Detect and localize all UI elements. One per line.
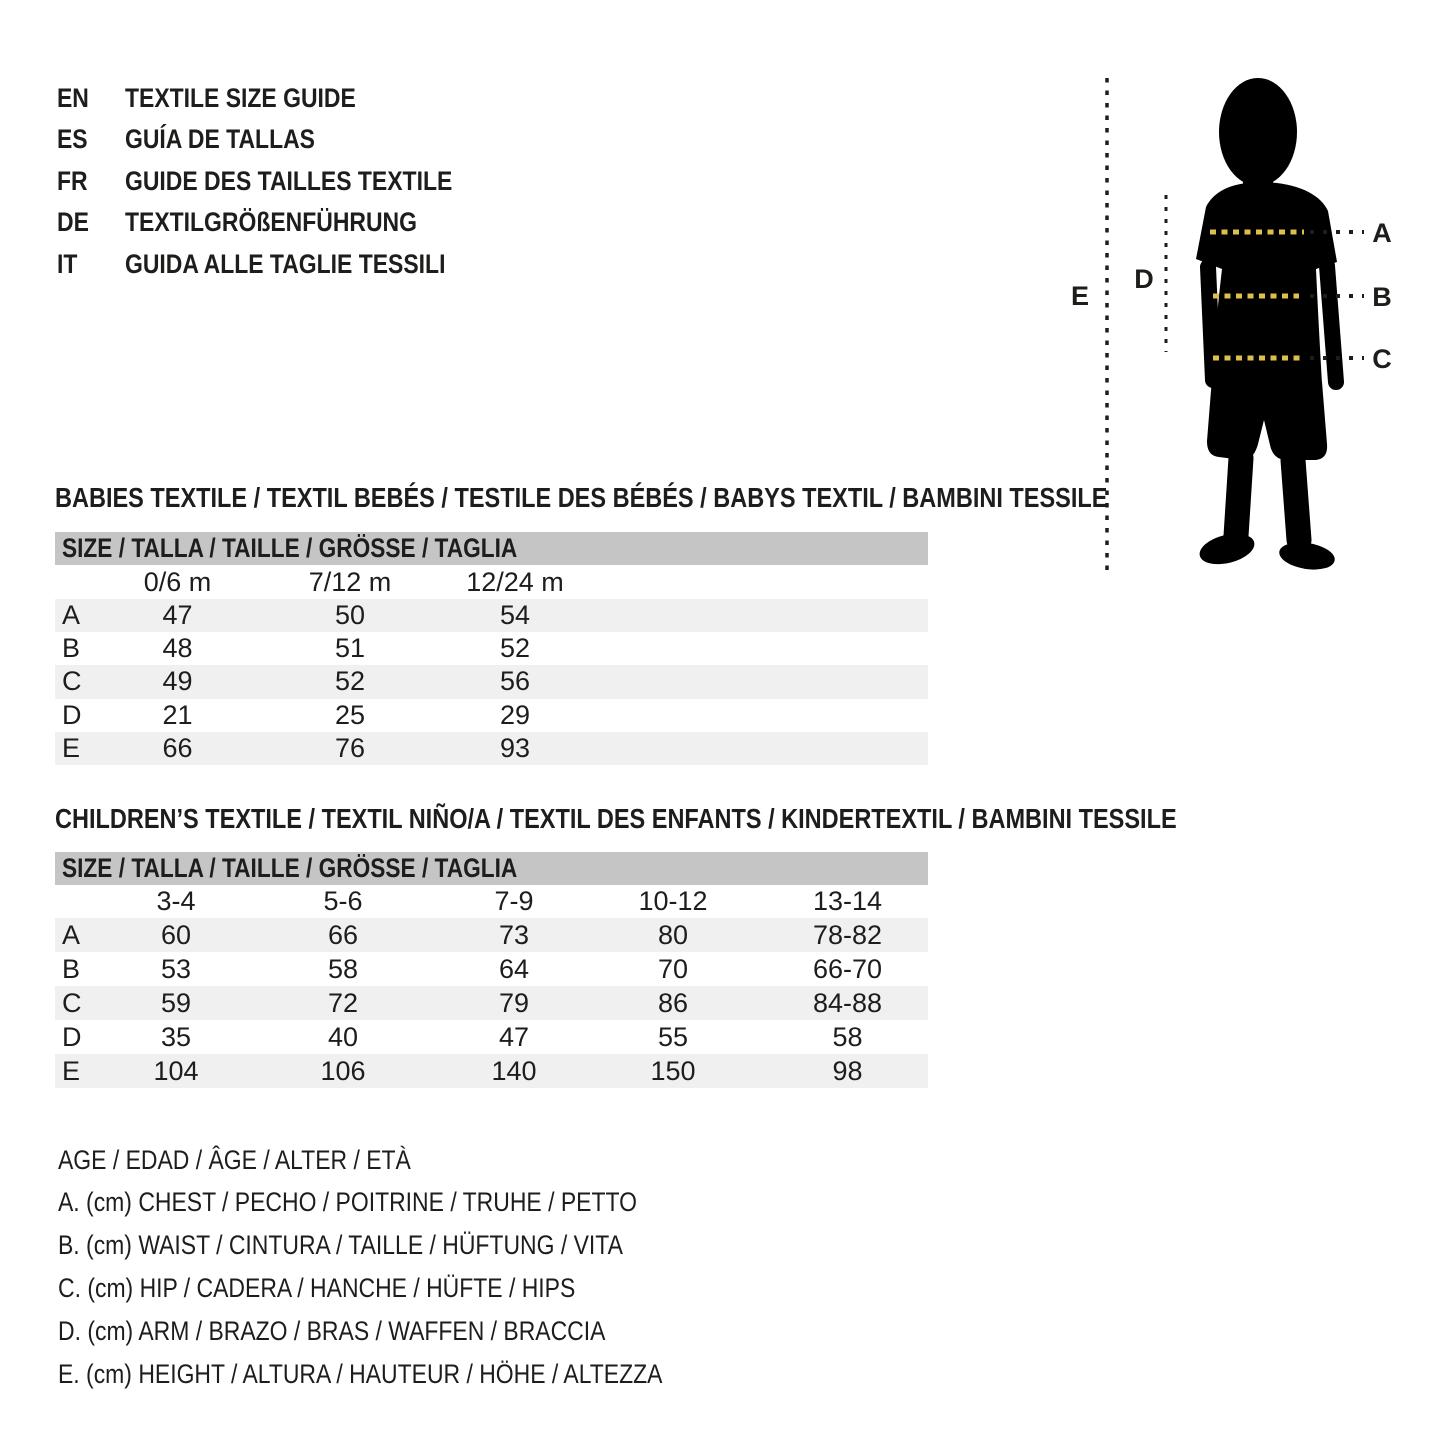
table-column-header-row xyxy=(55,885,928,918)
table-cell: 58 xyxy=(832,1021,863,1052)
table-cell: 72 xyxy=(327,987,359,1018)
row-label: E xyxy=(62,1055,81,1086)
table-cell: 40 xyxy=(327,1021,359,1052)
legend-hip-line: C. (cm) HIP / CADERA / HANCHE / HÜFTE / HIPS xyxy=(58,1273,576,1303)
table-cell: 70 xyxy=(657,953,689,984)
silhouette-right-shoe xyxy=(1277,539,1336,573)
row-label: B xyxy=(62,953,81,984)
row-label: D xyxy=(62,699,82,730)
table-cell: 66 xyxy=(327,919,359,950)
table-row xyxy=(55,599,928,632)
table-cell: 53 xyxy=(160,953,192,984)
language-code: ES xyxy=(57,124,88,154)
silhouette-left-arm xyxy=(1208,267,1213,380)
size-header-label: SIZE / TALLA / TAILLE / GRÖSSE / TAGLIA xyxy=(62,853,518,883)
table-cell: 66 xyxy=(162,732,193,763)
table-cell xyxy=(55,885,115,918)
table-cell: 52 xyxy=(334,666,366,697)
row-label: E xyxy=(62,732,81,763)
size-header-bar xyxy=(55,532,928,565)
table-cell xyxy=(570,565,928,599)
column-header: 12/24 m xyxy=(466,566,564,597)
children-section-heading: CHILDREN’S TEXTILE / TEXTIL NIÑO/A / TEXTIL DES ENFANTS / KINDERTEXTIL / BAMBINI TESSILE xyxy=(55,803,1177,834)
child-measurement-figure xyxy=(1060,60,1445,590)
table-cell: 56 xyxy=(499,666,531,697)
table-cell xyxy=(55,565,115,599)
guide-title: GUIDA ALLE TAGLIE TESSILI xyxy=(125,249,446,279)
arm-label: D xyxy=(1134,264,1154,294)
babies-size-table xyxy=(55,532,928,765)
row-label: C xyxy=(62,666,82,697)
column-header: 5-6 xyxy=(323,886,363,916)
hip-label: C xyxy=(1372,344,1392,374)
table-cell: 150 xyxy=(650,1055,696,1086)
table-cell: 64 xyxy=(498,953,530,984)
table-cell: 86 xyxy=(657,987,689,1018)
table-cell: 106 xyxy=(320,1055,366,1086)
legend-chest-line: A. (cm) CHEST / PECHO / POITRINE / TRUHE / PETTO xyxy=(58,1187,637,1217)
height-label: E xyxy=(1070,281,1090,311)
size-header-label: SIZE / TALLA / TAILLE / GRÖSSE / TAGLIA xyxy=(62,533,518,563)
table-cell xyxy=(570,699,928,732)
table-cell: 29 xyxy=(499,699,531,730)
table-cell: 58 xyxy=(327,953,359,984)
babies-section-heading: BABIES TEXTILE / TEXTIL BEBÉS / TESTILE DES BÉBÉS / BABYS TEXTIL / BAMBINI TESSILE xyxy=(55,482,1108,513)
size-header-bar xyxy=(55,852,928,885)
silhouette-right-arm xyxy=(1327,266,1336,382)
table-cell: 140 xyxy=(491,1055,537,1086)
table-column-header-row xyxy=(55,565,928,599)
table-cell xyxy=(570,632,928,665)
table-cell: 47 xyxy=(162,600,193,631)
language-row-es xyxy=(57,125,315,153)
chest-label: A xyxy=(1372,218,1392,248)
table-cell: 66-70 xyxy=(812,953,883,984)
table-cell: 76 xyxy=(334,732,366,763)
table-row xyxy=(55,665,928,698)
table-cell: 79 xyxy=(498,987,530,1018)
table-cell: 48 xyxy=(162,633,193,664)
language-code: IT xyxy=(57,249,78,279)
table-cell: 84-88 xyxy=(812,987,883,1018)
table-cell: 78-82 xyxy=(812,919,883,950)
table-row xyxy=(55,699,928,732)
table-cell: 55 xyxy=(657,1021,689,1052)
silhouette-left-leg xyxy=(1236,458,1241,536)
table-cell: 49 xyxy=(162,666,193,697)
table-row xyxy=(55,1054,928,1088)
table-row xyxy=(55,986,928,1020)
row-label: D xyxy=(62,1021,82,1052)
table-row xyxy=(55,1020,928,1054)
guide-title: TEXTILGRÖßENFÜHRUNG xyxy=(125,207,417,237)
children-size-table xyxy=(55,852,928,1088)
table-cell: 50 xyxy=(334,600,366,631)
column-header: 3-4 xyxy=(156,886,196,916)
table-cell: 52 xyxy=(499,633,531,664)
table-cell: 47 xyxy=(498,1021,530,1052)
row-label: A xyxy=(62,600,81,631)
silhouette-shorts xyxy=(1207,378,1327,460)
table-cell xyxy=(570,732,928,765)
language-code: EN xyxy=(57,83,89,113)
column-header: 13-14 xyxy=(812,886,883,916)
silhouette-right-leg xyxy=(1293,460,1299,540)
guide-title: TEXTILE SIZE GUIDE xyxy=(125,83,356,113)
guide-title: GUÍA DE TALLAS xyxy=(125,124,315,154)
legend-age-line: AGE / EDAD / ÂGE / ALTER / ETÀ xyxy=(58,1145,411,1175)
column-header: 0/6 m xyxy=(143,566,212,597)
table-cell: 54 xyxy=(499,600,531,631)
language-row-en xyxy=(57,84,356,112)
column-header: 7/12 m xyxy=(308,566,392,597)
language-row-it xyxy=(57,250,445,278)
table-cell xyxy=(570,665,928,698)
row-label: A xyxy=(62,919,81,950)
table-cell: 60 xyxy=(160,919,192,950)
table-cell: 93 xyxy=(499,732,531,763)
table-cell: 98 xyxy=(832,1055,863,1086)
column-header: 7-9 xyxy=(494,886,534,916)
row-label: C xyxy=(62,987,82,1018)
language-code: DE xyxy=(57,207,89,237)
table-cell: 25 xyxy=(334,699,366,730)
table-row xyxy=(55,952,928,986)
table-cell xyxy=(570,599,928,632)
table-cell: 51 xyxy=(334,633,366,664)
legend-arm-line: D. (cm) ARM / BRAZO / BRAS / WAFFEN / BRACCIA xyxy=(58,1316,606,1346)
table-cell: 21 xyxy=(162,699,193,730)
guide-title: GUIDE DES TAILLES TEXTILE xyxy=(125,166,453,196)
table-cell: 59 xyxy=(160,987,192,1018)
language-code: FR xyxy=(57,166,88,196)
table-cell: 104 xyxy=(153,1055,199,1086)
table-row xyxy=(55,918,928,952)
language-row-de xyxy=(57,208,417,236)
language-row-fr xyxy=(57,167,452,195)
table-row xyxy=(55,632,928,665)
silhouette-head xyxy=(1219,78,1297,186)
child-silhouette-icon xyxy=(1196,78,1337,573)
row-label: B xyxy=(62,633,81,664)
table-cell: 80 xyxy=(657,919,689,950)
table-cell: 35 xyxy=(160,1021,192,1052)
legend-height-line: E. (cm) HEIGHT / ALTURA / HAUTEUR / HÖHE / ALTEZZA xyxy=(58,1359,663,1389)
column-header: 10-12 xyxy=(638,886,708,916)
waist-label: B xyxy=(1372,282,1392,312)
table-row xyxy=(55,732,928,765)
table-cell: 73 xyxy=(498,919,530,950)
legend-waist-line: B. (cm) WAIST / CINTURA / TAILLE / HÜFTUNG / VITA xyxy=(58,1230,623,1260)
